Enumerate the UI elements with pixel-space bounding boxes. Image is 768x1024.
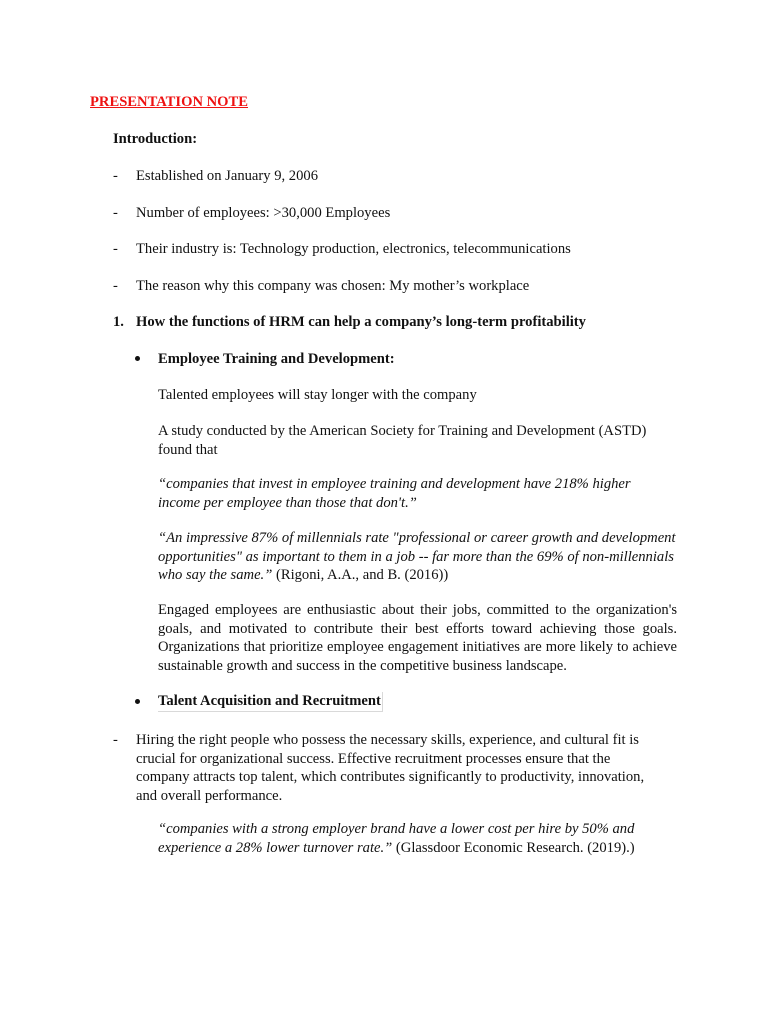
training-paragraph: A study conducted by the American Society for Training and Development (ASTD) found that bbox=[158, 423, 647, 458]
list-item: Their industry is: Technology production, electronics, telecommunications bbox=[136, 241, 571, 257]
talent-paragraph: Hiring the right people who possess the necessary skills, experience, and cultural fit is crucial for organizational success. Effective recruitment processes ensure that the company attracts top talent, which contributes significantly to productivity, innovation, and overall performance. bbox=[136, 732, 645, 804]
bullet-dot bbox=[135, 699, 140, 704]
list-dash: - bbox=[113, 168, 118, 184]
list-item: Number of employees: >30,000 Employees bbox=[136, 205, 391, 221]
list-item: Established on January 9, 2006 bbox=[136, 168, 318, 184]
talent-quote-block bbox=[158, 820, 658, 857]
section-number: 1. bbox=[113, 314, 124, 330]
subsection-heading-training: Employee Training and Development: bbox=[158, 351, 395, 367]
document-title: PRESENTATION NOTE bbox=[90, 94, 248, 110]
quote-citation: (Glassdoor Economic Research. (2019).) bbox=[392, 839, 635, 856]
subsection-heading-talent: Talent Acquisition and Recruitment bbox=[158, 692, 383, 712]
list-item: The reason why this company was chosen: My mother’s workplace bbox=[136, 278, 530, 294]
training-quote: “An impressive 87% of millennials rate "professional or career growth and development opportunities" as important to them in a job -- far more than the 69% of non-millennials who say the same.” bbox=[158, 530, 676, 583]
list-dash: - bbox=[113, 732, 118, 748]
training-paragraph: Engaged employees are enthusiastic about their jobs, committed to the organization's goals, and motivated to contribute their best efforts toward achieving those goals. Organizations that prioritize employee engagement initiatives are more likely to achieve sustainable growth and success in the competitive business landscape. bbox=[158, 602, 677, 674]
intro-heading: Introduction: bbox=[113, 131, 198, 147]
quote-citation: (Rigoni, A.A., and B. (2016)) bbox=[272, 567, 449, 583]
list-dash: - bbox=[113, 241, 118, 257]
training-quote: “companies that invest in employee training and development have 218% higher income per employee than those that don't.” bbox=[158, 476, 631, 511]
training-paragraph: Talented employees will stay longer with the company bbox=[158, 387, 477, 403]
training-quote-block bbox=[158, 529, 678, 585]
bullet-dot bbox=[135, 356, 140, 361]
list-dash: - bbox=[113, 205, 118, 221]
section-title: How the functions of HRM can help a company’s long-term profitability bbox=[136, 314, 586, 330]
list-dash: - bbox=[113, 278, 118, 294]
talent-quote: “companies with a strong employer brand have a lower cost per hire by 50% and experience a 28% lower turnover rate.” bbox=[158, 821, 635, 856]
